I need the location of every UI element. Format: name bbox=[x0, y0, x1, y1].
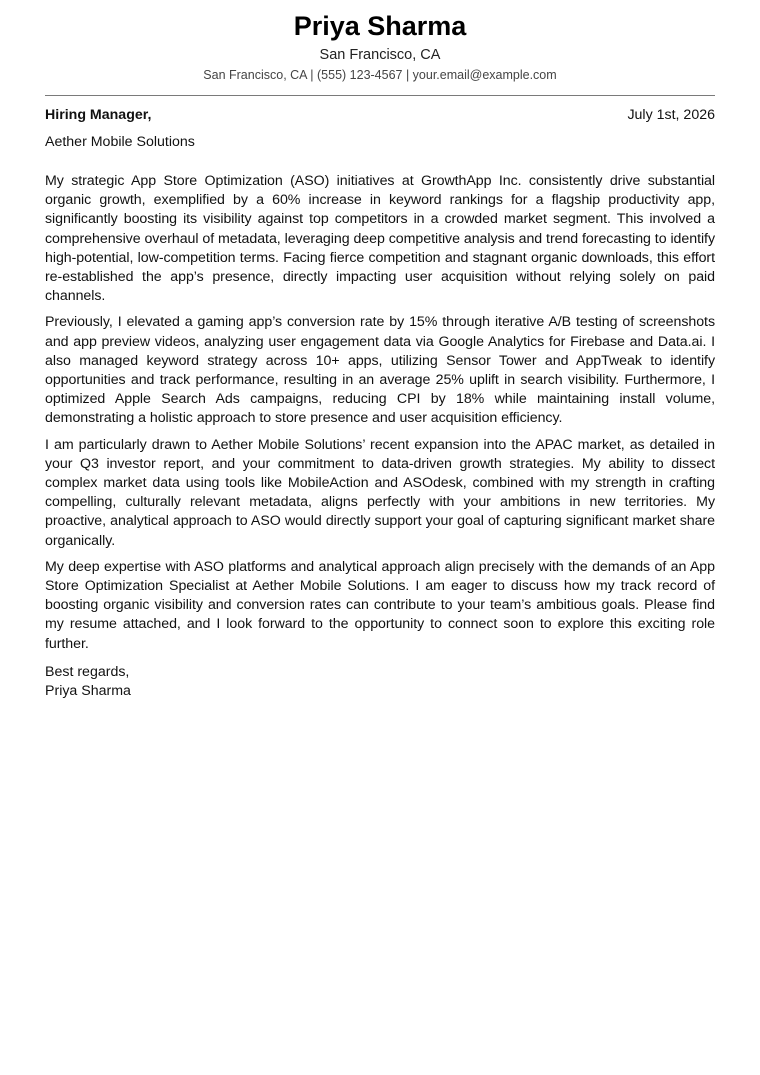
applicant-name: Priya Sharma bbox=[293, 11, 467, 41]
applicant-location: San Francisco, CA bbox=[319, 47, 441, 63]
letter-closing bbox=[45, 663, 715, 701]
contact-line: San Francisco, CA | (555) 123-4567 | your.email@example.com bbox=[203, 68, 557, 82]
recipient-date-row bbox=[45, 105, 715, 125]
closing-phrase: Best regards, bbox=[45, 663, 130, 680]
letter-header bbox=[45, 10, 715, 84]
header-divider bbox=[45, 95, 715, 96]
signature-name: Priya Sharma bbox=[45, 683, 131, 700]
letter-date: July 1st, 2026 bbox=[627, 107, 715, 123]
body-paragraph-3: I am particularly drawn to Aether Mobile Solutions’ recent expansion into the APAC market, as detailed in your Q3 investor report, and your commitment to data-driven growth strategies. My ability to dissect complex market data using tools like MobileAction and ASOdesk, combined with my strength in crafting compelling, culturally relevant metadata, aligns perfectly with your ambitions in new territories. My proactive, analytical approach to ASO would directly support your goal of capturing significant market share organically. bbox=[45, 436, 715, 549]
letter-body bbox=[45, 172, 715, 654]
body-paragraph-1: My strategic App Store Optimization (ASO) initiatives at GrowthApp Inc. consistently drive substantial organic growth, exemplified by a 60% increase in keyword rankings for a flagship productivity app, significantly boosting its visibility against top competitors in a crowded market segment. This involved a comprehensive overhaul of metadata, leveraging deep competitive analysis and trend forecasting to identify high-potential, low-competition terms. Facing fierce competition and stagnant organic downloads, this effort re-established the app’s presence, directly impacting user acquisition without relying solely on paid channels. bbox=[45, 173, 715, 305]
body-paragraph-4: My deep expertise with ASO platforms and analytical approach align precisely with the demands of an App Store Optimization Specialist at Aether Mobile Solutions. I am eager to discuss how my track record of boosting organic visibility and conversion rates can contribute to your team’s ambitious goals. Please find my resume attached, and I look forward to the opportunity to connect soon to explore this exciting role further. bbox=[45, 558, 715, 652]
recipient-company: Aether Mobile Solutions bbox=[45, 134, 195, 150]
body-paragraph-2: Previously, I elevated a gaming app’s conversion rate by 15% through iterative A/B testing of screenshots and app preview videos, analyzing user engagement data via Google Analytics for Firebase and Data.ai. I also managed keyword strategy across 10+ apps, utilizing Sensor Tower and AppTweak to identify opportunities and track performance, resulting in an average 25% uplift in search visibility. Furthermore, I optimized Apple Search Ads campaigns, reducing CPI by 18% while maintaining install volume, demonstrating a holistic approach to store presence and user acquisition efficiency. bbox=[45, 314, 715, 427]
recipient-salutation: Hiring Manager, bbox=[45, 107, 152, 123]
